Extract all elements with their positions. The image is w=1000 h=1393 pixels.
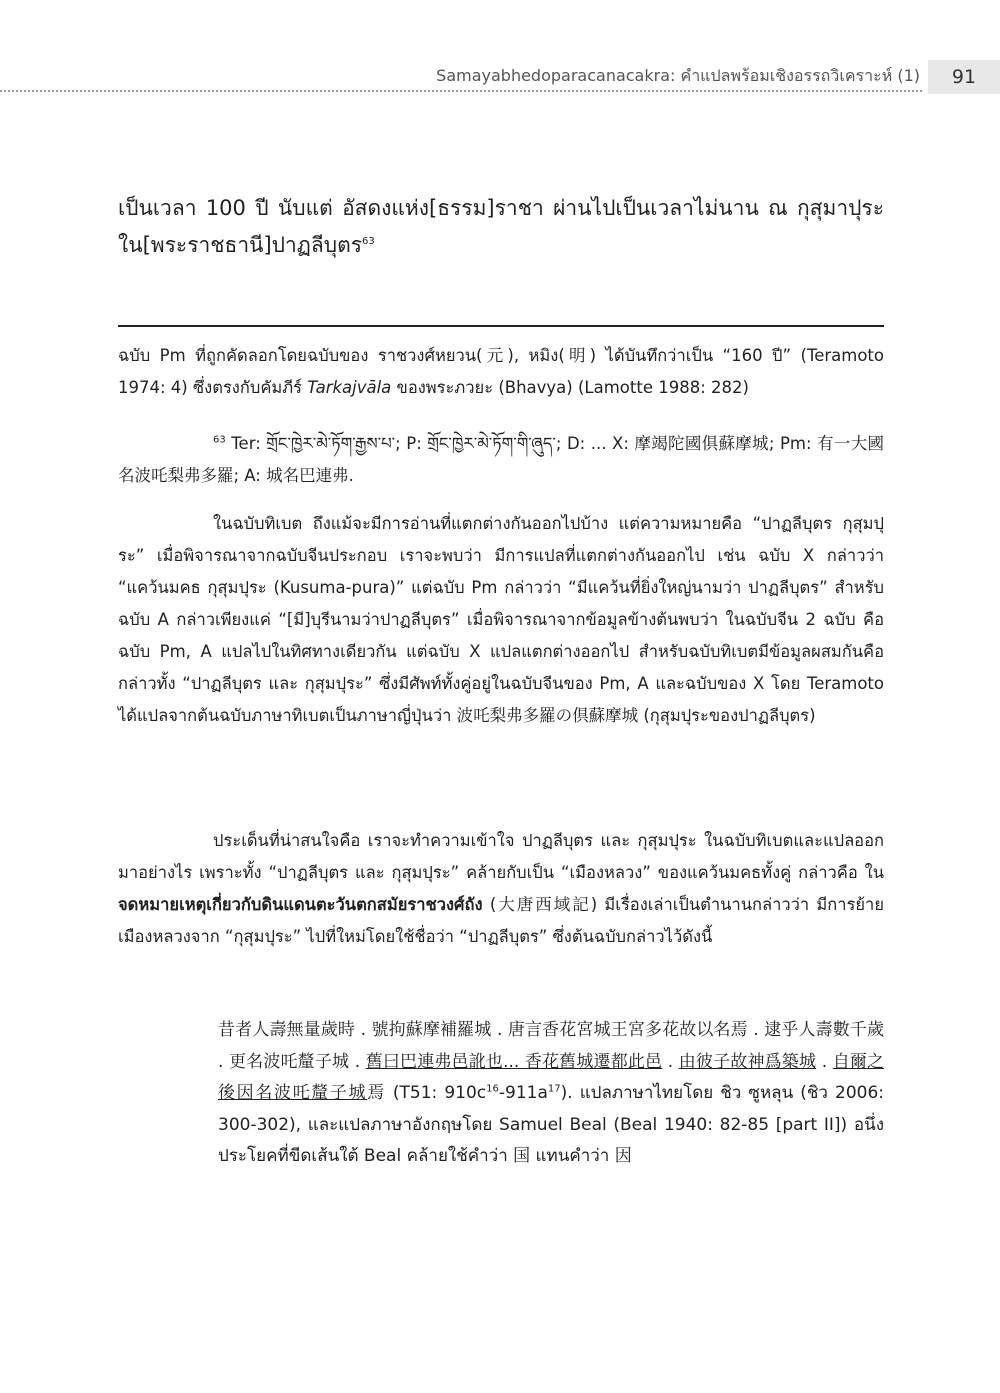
main-paragraph — [118, 190, 884, 264]
main-text: เป็นเวลา 100 ปี นับแต่ อัสดงแห่ง[ธรรม]ราชา ผ่านไปเป็นเวลาไม่นาน ณ กุสุมาปุระ ใน[พระราชธานี]ปาฏลีบุตร — [118, 196, 884, 257]
quote-part-5: -911a — [498, 1083, 548, 1103]
quote-underline-2: 由彼子故神爲築城 — [678, 1051, 817, 1072]
quote-underline-3: 自爾之後因名波吒釐子城 — [218, 1051, 885, 1103]
footnote-ref: 63 — [362, 236, 375, 247]
fn63-text: Ter: གྲོང་ཁྱེར་མེ་ཏོག་རྒྱས་པ་; P: གྲོང་ཁྱེར་མེ་ཏོག་གི་ཞུད་; D: ... X: 摩竭陀國俱蘇摩城; Pm: 有一大國名波吒梨弗多羅; A: 城名巴連弗. — [118, 434, 884, 485]
quote-part-6: ). แปลภาษาไทยโดย ชิว ซูหลุน (ชิว 2006: 300-302), และแปลภาษาอังกฤษโดย Samuel Beal (Beal 1940: 82-85 [part II]) อนึ่งประโยคที่ขีดเส้นใต้ Beal คล้ายใช้คำว่า 国 แทนคำว่า 因 — [218, 1083, 885, 1166]
fn-cont-text-a: ฉบับ Pm ที่ถูกคัดลอกโดยฉบับของ ราชวงศ์หยวน(元), หมิง(明) ได้บันทึกว่าเป็น “160 ปี” (Teramoto 1974: 4) ซึ่งตรงกับคัมภีร์ — [118, 346, 884, 397]
page-number: 91 — [928, 60, 1000, 94]
quote-underline-1: 舊曰巴連弗邑訛也... 香花舊城遷都此邑 — [365, 1051, 663, 1072]
fn-cont-text-b: ของพระภวยะ (Bhavya) (Lamotte 1988: 282) — [391, 378, 749, 397]
quote-sup-1: 16 — [486, 1083, 499, 1095]
quote-part-3: . — [816, 1051, 833, 1072]
footnote-para-1 — [118, 508, 884, 732]
fn-para1-text: ในฉบับทิเบต ถึงแม้จะมีการอ่านที่แตกต่างกันออกไปบ้าง แต่ความหมายคือ “ปาฏลีบุตร กุสุมปุระ” เมื่อพิจารณาจากฉบับจีนประกอบ เราจะพบว่า มีการแปลที่แตกต่างกันออกไป เช่น ฉบับ X กล่าวว่า “แคว้นมคธ กุสุมปุระ (Kusuma-pura)” แต่ฉบับ Pm กล่าวว่า “มีแคว้นที่ยิ่งใหญ่นามว่า ปาฏลีบุตร” สำหรับฉบับ A กล่าวเพียงแค่ “[มี]บุรีนามว่าปาฏลีบุตร” เมื่อพิจารณาจากข้อมูลข้างต้นพบว่า ในฉบับจีน 2 ฉบับ คือ ฉบับ Pm, A แปลไปในทิศทางเดียวกัน แต่ฉบับ X แปลแตกต่างออกไป สำหรับฉบับทิเบตมีข้อมูลผสมกันคือ กล่าวทั้ง “ปาฏลีบุตร และ กุสุมปุระ” ซึ่งมีศัพท์ทั้งคู่อยู่ในฉบับจีนของ Pm, A และฉบับของ X โดย Teramoto ได้แปลจากต้นฉบับภาษาทิเบตเป็นภาษาญี่ปุ่นว่า 波吒梨弗多羅の倶蘇摩城 (กุสุมปุระของปาฏลีบุตร) — [118, 514, 884, 725]
page-header — [0, 60, 1000, 96]
fn-para2-bold: จดหมายเหตุเกี่ยวกับดินแดนตะวันตกสมัยราชวงศ์ถัง — [118, 895, 483, 914]
block-quote — [218, 1015, 884, 1173]
fn-cont-italic: Tarkajvāla — [307, 378, 392, 397]
fn-para2-a: ประเด็นที่น่าสนใจคือ เราจะทำความเข้าใจ ปาฏลีบุตร และ กุสุมปุระ ในฉบับทิเบตและแปลออกมาอย่างไร เพราะทั้ง “ปาฏลีบุตร และ กุสุมปุระ” คล้ายกับเป็น “เมืองหลวง” ของแคว้นมคธทั้งคู่ กล่าวคือ ใน — [118, 831, 884, 882]
quote-part-2: . — [662, 1051, 679, 1072]
footnote-continued — [118, 340, 884, 404]
header-divider — [0, 90, 922, 92]
quote-sup-2: 17 — [547, 1083, 561, 1095]
fn-para2-b: (大唐西域記) มีเรื่องเล่าเป็นตำนานกล่าวว่า มีการย้ายเมืองหลวงจาก “กุสุมปุระ” ไปที่ใหม่โดยใช้ชื่อว่า “ปาฏลีบุตร” ซึ่งต้นฉบับกล่าวไว้ดังนี้ — [118, 895, 884, 946]
footnote-para-2 — [118, 825, 884, 953]
footnote-rule — [118, 325, 884, 327]
fn63-marker: 63 — [213, 434, 226, 446]
footnote-63 — [118, 428, 884, 492]
running-title: Samayabhedoparacanacakra: คำแปลพร้อมเชิงอรรถวิเคราะห์ (1) — [436, 66, 920, 85]
quote-part-1: 昔者人壽無量歲時 . 號拘蘇摩補羅城 . 唐言香花宮城王宮多花故以名焉 . 逮乎人壽數千歲 . 更名波吒釐子城 . — [218, 1020, 884, 1072]
quote-part-4: 焉 (T51: 910c — [367, 1083, 487, 1103]
